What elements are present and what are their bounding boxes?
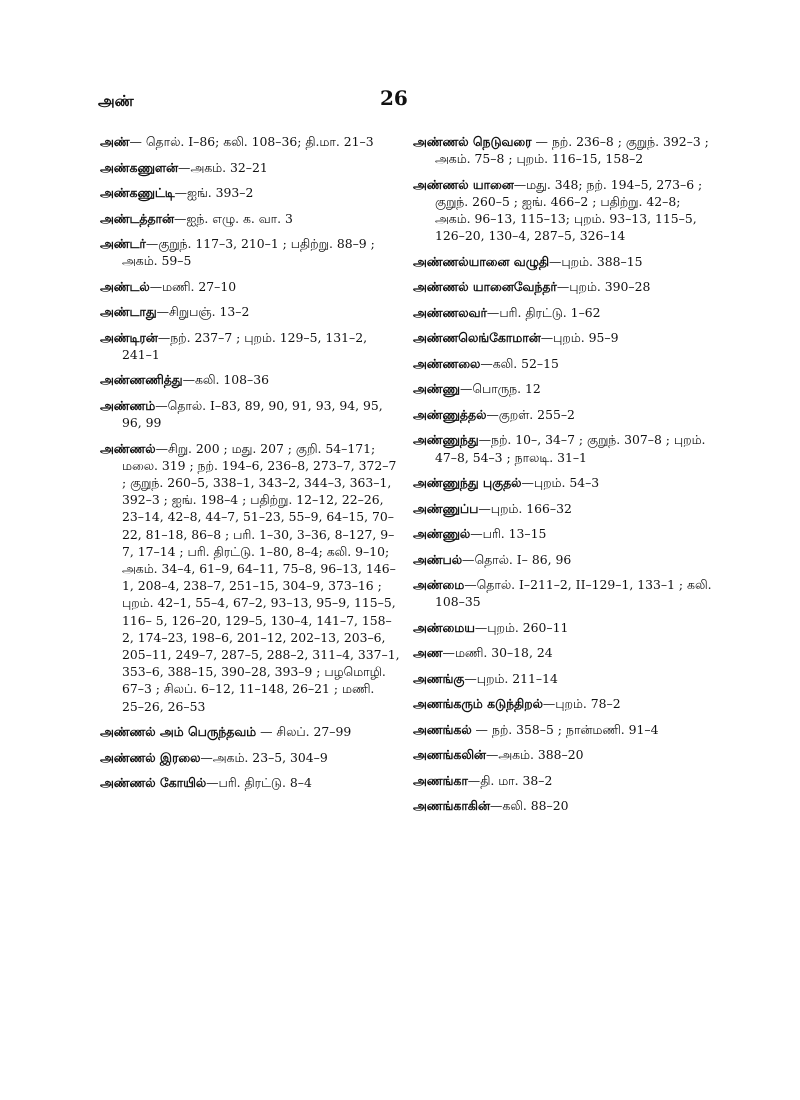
entry-headword: அண்கணுளன் [100,159,179,175]
entry-references: —கலி. 52–15 [480,355,559,371]
entry-headword: அண்ணம் [100,397,156,413]
entry-references: —மணி. 27–10 [149,278,237,294]
entry-references: — தொல். I–86; கலி. 108–36; தி.மா. 21–3 [129,134,374,149]
entry-references: —பரி. 13–15 [470,526,547,542]
entry-references: —ஐந். எழு. க. வா. 3 [174,210,293,226]
index-entry [413,278,713,295]
entry-headword: அண்கணுட்டி [100,185,175,200]
entry-headword: அண்ணுத்தல் [413,406,487,422]
entry-references: —மணி. 30–18, 24 [442,645,553,661]
entry-references: —பரி. திரட்டு. 1–62 [486,304,601,320]
entry-headword: அண்ணணித்து [100,372,183,388]
entry-references: —கலி. 88–20 [489,798,569,814]
entry-headword: அண்பல் [413,551,463,567]
index-entry [100,303,400,320]
entry-references: —சிறு. 200 ; மது. 207 ; குறி. 54–171; மலை. 319 ; நற். 194–6, 236–8, 273–7, 372–7 ; குறுந். 260–5, 338–1, 343–2, 344–3, 363–1, 392–3 ; ஐங். 198–4 ; பதிற்று. 12–12, 22–26, 23–14, 42–8, 44–7, 51–23, 55–9, 64–15, 70–22, 81–18, 86–8 ; பரி. 1–30, 3–36, 8–127, 9–7, 17–14 ; பரி. திரட்டு. 1–80, 8–4; கலி. 9–10; அகம். 34–4, 61–9, 64–11, 75–8, 96–13, 146–1, 208–4, 238–7, 251–15, 304–9, 373–16 ; புறம். 42–1, 55–4, 67–2, 93–13, 95–9, 115–5, 116– 5, 126–20, 129–5, 130–4, 141–7, 158–2, 174–23, 198–6, 201–12, 202–13, 203–6, 205–11, 249–7, 287–5, 288–2, 311–4, 337–1, 353–6, 388–15, 390–28, 393–9 ; பழமொழி. 67–3 ; சிலப். 6–12, 11–148, 26–21 ; மணி. 25–26, 26–53 [122,440,400,714]
running-header: அண் [98,92,134,110]
index-entry [100,371,400,388]
index-entry [413,576,713,610]
entry-headword: அண்டத்தான் [100,210,175,226]
entry-headword: அணங்கரும் கடுந்திறல் [413,696,543,712]
index-entry [413,253,713,270]
entry-headword: அண்ணு [413,381,460,397]
index-entry [413,355,713,372]
entry-headword: அணங்காகின் [413,798,490,814]
entry-headword: அண்ணல் நெடுவரை [413,134,532,149]
entry-references: —ஐங். 393–2 [174,185,254,200]
entry-references: —புறம். 95–9 [540,330,619,346]
entry-references: — நற். 236–8 ; குறுந். 392–3 ; அகம். 75–8 ; புறம். 116–15, 158–2 [435,134,709,167]
entry-references: —புறம். 54–3 [521,475,600,491]
index-entry [413,644,713,661]
index-entry [413,500,713,517]
entry-headword: அண்ணல் அம் பெருந்தவம் [100,724,257,740]
left-column [100,133,400,800]
entry-headword: அண்ணல் [100,440,156,456]
entry-references: — சிலப். 27–99 [256,724,352,740]
entry-headword: அண்மைய [413,619,475,635]
entry-headword: அணங்கலின் [413,747,486,763]
entry-references: —புறம். 388–15 [549,253,643,269]
entry-references: — நற். 358–5 ; நான்மணி. 91–4 [471,721,659,737]
entry-references: —தொல். I– 86, 96 [462,551,572,567]
entry-headword: அணங்கு [413,670,465,686]
entry-headword: அணங்கா [413,772,468,788]
entry-headword: அண்டர் [100,236,146,251]
index-entry [413,619,713,636]
entry-references: —பரி. திரட்டு. 8–4 [206,775,312,791]
right-column [413,133,713,823]
index-entry [413,176,713,245]
index-entry [413,431,713,465]
index-entry [100,723,400,740]
entry-references: —கலி. 108–36 [182,372,269,388]
entry-references: —தொல். I–83, 89, 90, 91, 93, 94, 95, 96, 99 [122,397,383,431]
entry-references: —தி. மா. 38–2 [467,772,553,788]
index-entry [100,235,400,269]
entry-references: —நற். 10–, 34–7 ; குறுந். 307–8 ; புறம். 47–8, 54–3 ; நாலடி. 31–1 [435,432,706,465]
entry-headword: அண்ணுந்து புகுதல் [413,475,522,491]
index-entry [413,474,713,491]
entry-headword: அண் [100,134,130,149]
entry-references: —பொருந. 12 [459,381,541,397]
entry-headword: அண்ணுந்து [413,432,479,448]
entry-headword: அண்ணுப்ப [413,500,479,516]
entry-headword: அண [413,645,443,661]
entry-references: —குறுந். 117–3, 210–1 ; பதிற்று. 88–9 ; அகம். 59–5 [122,236,375,269]
entry-headword: அண்ணல்யானை வழுதி [413,253,549,269]
entry-headword: அண்ணல் கோயில் [100,775,207,791]
index-entry [413,695,713,712]
index-entry [413,551,713,568]
index-entry [413,133,713,167]
entry-headword: அண்ணலவர் [413,304,487,320]
index-entry [413,746,713,763]
entry-headword: அண்ணல் யானை [413,176,514,192]
index-entry [100,749,400,766]
entry-references: —புறம். 166–32 [478,500,572,516]
entry-references: —அகம். 23–5, 304–9 [200,749,328,765]
index-entry [100,440,400,715]
entry-headword: அண்ணலெங்கோமான் [413,330,541,346]
index-entry [413,304,713,321]
entry-headword: அண்டிரன் [100,329,158,345]
index-entry [413,406,713,423]
entry-references: —சிறுபஞ். 13–2 [156,304,250,320]
entry-references: —மது. 348; நற். 194–5, 273–6 ; குறுந். 260–5 ; ஐங். 466–2 ; பதிற்று. 42–8; அகம். 96–13, 115–13; புறம். 93–13, 115–5, 126–20, 130–4, 287–5, 326–14 [435,176,703,244]
index-entry [413,670,713,687]
index-entry [100,774,400,791]
index-entry [100,133,400,150]
index-entry [413,797,713,814]
entry-headword: அண்ணுல் [413,526,471,542]
entry-references: —புறம். 78–2 [542,696,621,712]
entry-headword: அண்டல் [100,278,150,294]
index-entry [100,397,400,431]
index-entry [100,329,400,363]
entry-references: —குறள். 255–2 [486,406,575,422]
index-entry [100,210,400,227]
entry-references: —புறம். 260–11 [474,619,569,635]
index-entry [413,721,713,738]
entry-references: —அகம். 32–21 [178,159,268,175]
entry-references: —தொல். I–211–2, II–129–1, 133–1 ; கலி. 108–35 [435,577,712,610]
index-entry [413,772,713,789]
index-entry [413,525,713,542]
entry-references: —புறம். 390–28 [556,279,651,295]
entry-references: —அகம். 388–20 [485,747,584,763]
entry-headword: அண்ணல் இரலை [100,749,201,765]
index-entry [100,278,400,295]
entry-references: —புறம். 211–14 [464,670,558,686]
index-entry [413,329,713,346]
index-entry [100,159,400,176]
entry-headword: அண்மை [413,577,465,593]
index-entry [413,380,713,397]
entry-references: —நற். 237–7 ; புறம். 129–5, 131–2, 241–1 [122,329,368,362]
entry-headword: அணங்கல் [413,721,472,737]
page-number: 26 [380,86,408,110]
entry-headword: அண்டாது [100,304,157,320]
entry-headword: அண்ணல் யானைவேந்தர் [413,279,557,295]
index-entry [100,184,400,201]
entry-headword: அண்ணலை [413,355,481,371]
